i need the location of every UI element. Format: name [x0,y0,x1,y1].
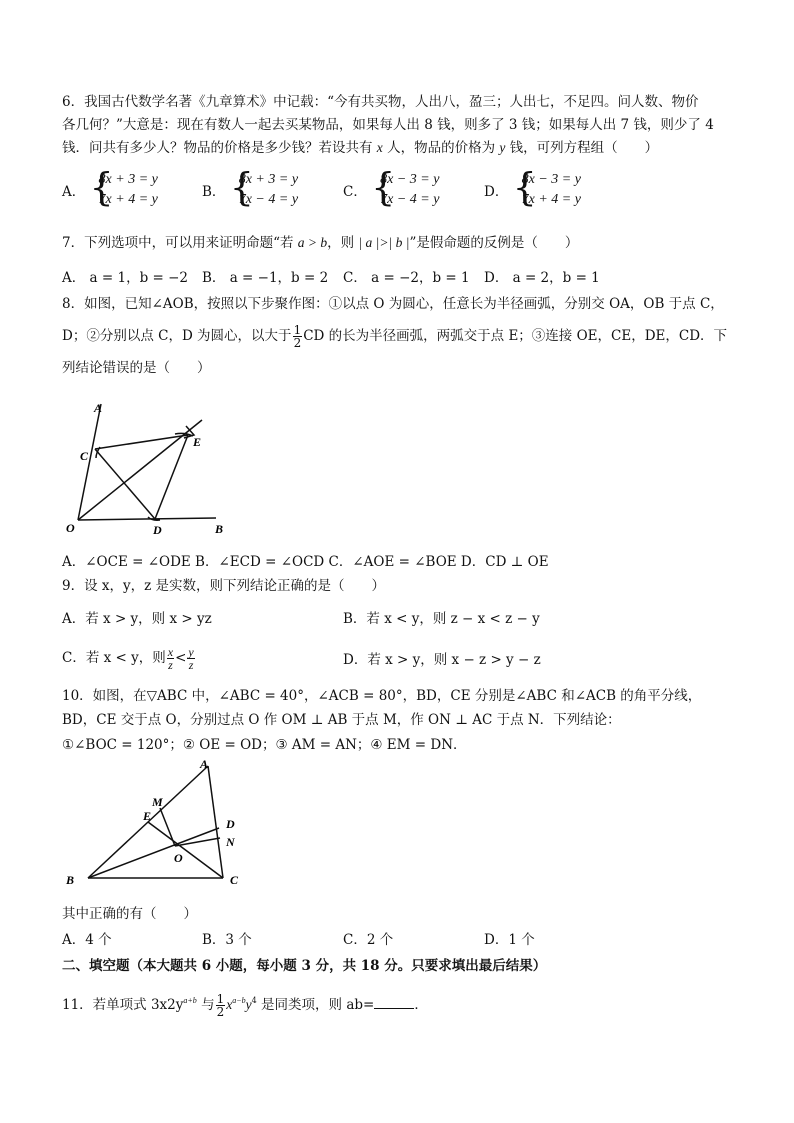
q8-line1: 8．如图，已知∠AOB，按照以下步聚作图：①以点 O 为圆心，任意长为半径画弧，分别交 OA，OB 于点 C， [62,296,724,312]
q10-option-c: C．2 个 [343,932,394,948]
q8-options: A．∠OCE = ∠ODE B．∠ECD = ∠OCD C．∠AOE = ∠BOE D．CD ⊥ OE [62,554,549,570]
q10-line1: 10．如图，在▽ABC 中，∠ABC = 40°，∠ACB = 80°，BD，CE 分别是∠ABC 和∠ACB 的角平分线， [62,688,702,704]
angle-bisector-figure [60,398,235,538]
label-B: B [215,522,224,536]
equation-system: { 8x − 3 = y 7x − 4 = y [371,165,440,209]
q8-line2: D；②分别以点 C，D 为圆心，以大于 $\frac{1}{2}$ CD 的长为半径画弧，两弧交于点 E；③连接 OE，CE，DE，CD．下 [62,323,728,350]
section-title: 二、填空题（本大题共 6 小题，每小题 3 分，共 18 分。只要求填出最后结果） [62,958,547,974]
q7-option-d: D． a = 2，b = 1 [484,270,600,286]
fraction: $\frac{1}{2}$ [216,992,225,1019]
label-O: O [66,521,75,535]
label-E: E [143,809,152,823]
label-A: A [94,401,103,415]
q9-option-b: B．若 x < y，则 z − x < z − y [343,611,540,627]
label-A: A [200,757,209,771]
label-N: N [226,835,235,849]
fraction: $\frac{y}{z}$ [188,645,194,672]
q9-option-a: A．若 x > y，则 x > yz [62,611,212,627]
fraction: $\frac{1}{2}$ [293,323,302,350]
q7-option-b: B． a = −1，b = 2 [202,270,329,286]
triangle-figure [60,756,260,890]
q6-option-c: C． { 8x − 3 = y 7x − 4 = y [343,165,440,209]
label-C: C [230,873,239,887]
fraction: $\frac{x}{z}$ [167,645,174,672]
q10-option-a: A．4 个 [62,932,112,948]
equation-system: { 8x − 3 = y 7x + 4 = y [512,165,581,209]
label-B: B [66,873,75,887]
label-D: D [153,523,162,537]
q10-option-b: B．3 个 [202,932,252,948]
q6-option-d: D． { 8x − 3 = y 7x + 4 = y [484,165,581,209]
q9-option-c: C．若 x < y，则 $\frac{x}{z}$ < $\frac{y}{z}$ [62,645,194,672]
label-C: C [80,449,89,463]
equation-system: { 8x + 3 = y 7x + 4 = y [89,165,158,209]
label-M: M [152,795,163,809]
q6-option-b: B． { 8x + 3 = y 7x − 4 = y [202,165,299,209]
label-D: D [226,817,235,831]
q10-tail: 其中正确的有（ ） [62,906,197,922]
answer-blank[interactable] [374,996,414,1009]
q8-line3: 列结论错误的是（ ） [62,360,211,376]
q6-option-a: A． { 8x + 3 = y 7x + 4 = y [62,165,158,209]
label-O: O [174,851,183,865]
equation-system: { 8x + 3 = y 7x − 4 = y [229,165,299,209]
q10-line3: ①∠BOC = 120°；② OE = OD；③ AM = AN；④ EM = DN． [62,737,467,753]
q7-option-a: A． a = 1，b = −2 [62,270,189,286]
q7-stem: 7．下列选项中，可以用来证明命题“若 a > b，则 | a |>| b |”是假命题的反例是（ ） [62,235,579,251]
q6-line2: 各几何？”大意是：现在有数人一起去买某物品，如果每人出 8 钱，则多了 3 钱；如果每人出 7 钱，则少了 4 [62,117,714,133]
label-E: E [193,435,202,449]
q10-option-d: D．1 个 [484,932,535,948]
q9-stem: 9．设 x，y，z 是实数，则下列结论正确的是（ ） [62,578,386,594]
q11-stem: 11．若单项式 $3x2y^{a+b}$ 与 $\frac{1}{2}$ $x^{a-b}y^4$ 是同类项，则 ab= ． [62,992,428,1019]
q9-option-d: D．若 x > y，则 x − z > y − z [343,652,541,668]
q10-line2: BD，CE 交于点 O，分别过点 O 作 OM ⊥ AB 于点 M，作 ON ⊥ AC 于点 N．下列结论： [62,712,621,728]
q7-option-c: C． a = −2，b = 1 [343,270,470,286]
q6-line1: 6．我国古代数学名著《九章算术》中记载：“今有共买物，人出八，盈三；人出七，不足四。问人数、物价 [62,94,699,110]
q6-line3: 钱．问共有多少人？物品的价格是多少钱？若设共有 x 人，物品的价格为 y 钱，可列方程组（ ） [62,140,659,156]
